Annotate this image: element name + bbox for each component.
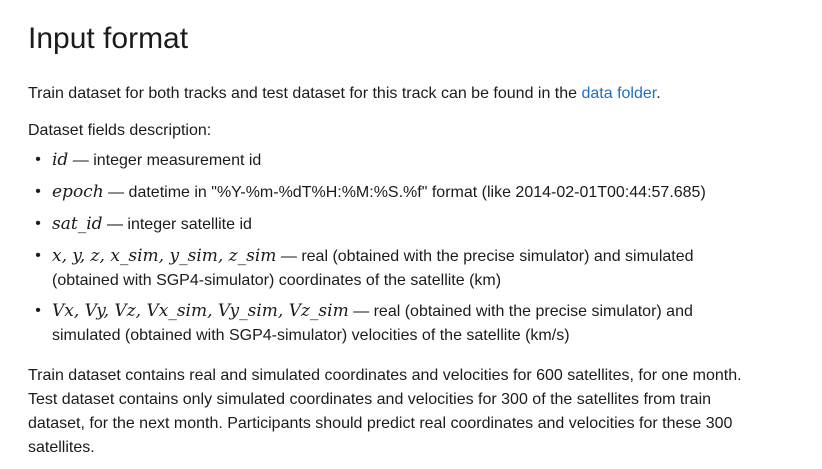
- field-description: datetime in "%Y-%m-%dT%H:%M:%S.%f" format (like 2014-02-01T00:44:57.685): [128, 184, 706, 201]
- field-name-math: sat_id: [52, 214, 103, 234]
- field-dash: —: [276, 248, 302, 265]
- summary-line-4: satellites.: [28, 439, 95, 456]
- intro-paragraph: [28, 82, 661, 106]
- field-name-math: id: [52, 150, 69, 170]
- list-item-coordinates: [28, 244, 818, 293]
- list-item-velocities: [28, 299, 818, 348]
- list-item-id: [28, 148, 818, 173]
- field-name-math: x, y, z, x_sim, y_sim, z_sim: [52, 246, 277, 266]
- field-dash: —: [102, 216, 128, 233]
- field-description-line-2: (obtained with SGP4-simulator) coordinates of the satellite (km): [52, 272, 502, 289]
- summary-line-3: dataset, for the next month. Participants should predict real coordinates and velocities for these 300: [28, 415, 733, 432]
- field-dash: —: [103, 184, 129, 201]
- list-item-sat-id: [28, 212, 818, 237]
- field-description: integer satellite id: [127, 216, 252, 233]
- bullet-icon: •: [35, 183, 41, 200]
- summary-paragraph: [28, 364, 813, 460]
- page-title: Input format: [28, 22, 189, 55]
- bullet-icon: •: [35, 215, 41, 232]
- summary-line-2: Test dataset contains only simulated coordinates and velocities for 300 of the satellites from train: [28, 391, 712, 408]
- field-name-math: Vx, Vy, Vz, Vx_sim, Vy_sim, Vz_sim: [52, 301, 349, 321]
- field-dash: —: [68, 152, 94, 169]
- bullet-icon: •: [35, 151, 41, 168]
- field-dash: —: [348, 303, 374, 320]
- intro-text-after: .: [656, 85, 661, 102]
- field-description: integer measurement id: [93, 152, 262, 169]
- summary-line-1: Train dataset contains real and simulated coordinates and velocities for 600 satellites, for one month.: [28, 367, 742, 384]
- field-description-line-2: simulated (obtained with SGP4-simulator) velocities of the satellite (km/s): [52, 327, 570, 344]
- list-item-epoch: [28, 180, 818, 205]
- field-name-math: epoch: [52, 182, 104, 202]
- data-folder-link[interactable]: data folder: [581, 85, 657, 102]
- field-description-line-1: real (obtained with the precise simulator) and simulated: [301, 248, 694, 265]
- bullet-icon: •: [35, 302, 41, 319]
- bullet-icon: •: [35, 247, 41, 264]
- fields-list: [28, 148, 818, 348]
- fields-description-title: Dataset fields description:: [28, 122, 212, 139]
- intro-text-before: Train dataset for both tracks and test dataset for this track can be found in the: [28, 85, 582, 102]
- field-description-line-1: real (obtained with the precise simulator) and: [373, 303, 693, 320]
